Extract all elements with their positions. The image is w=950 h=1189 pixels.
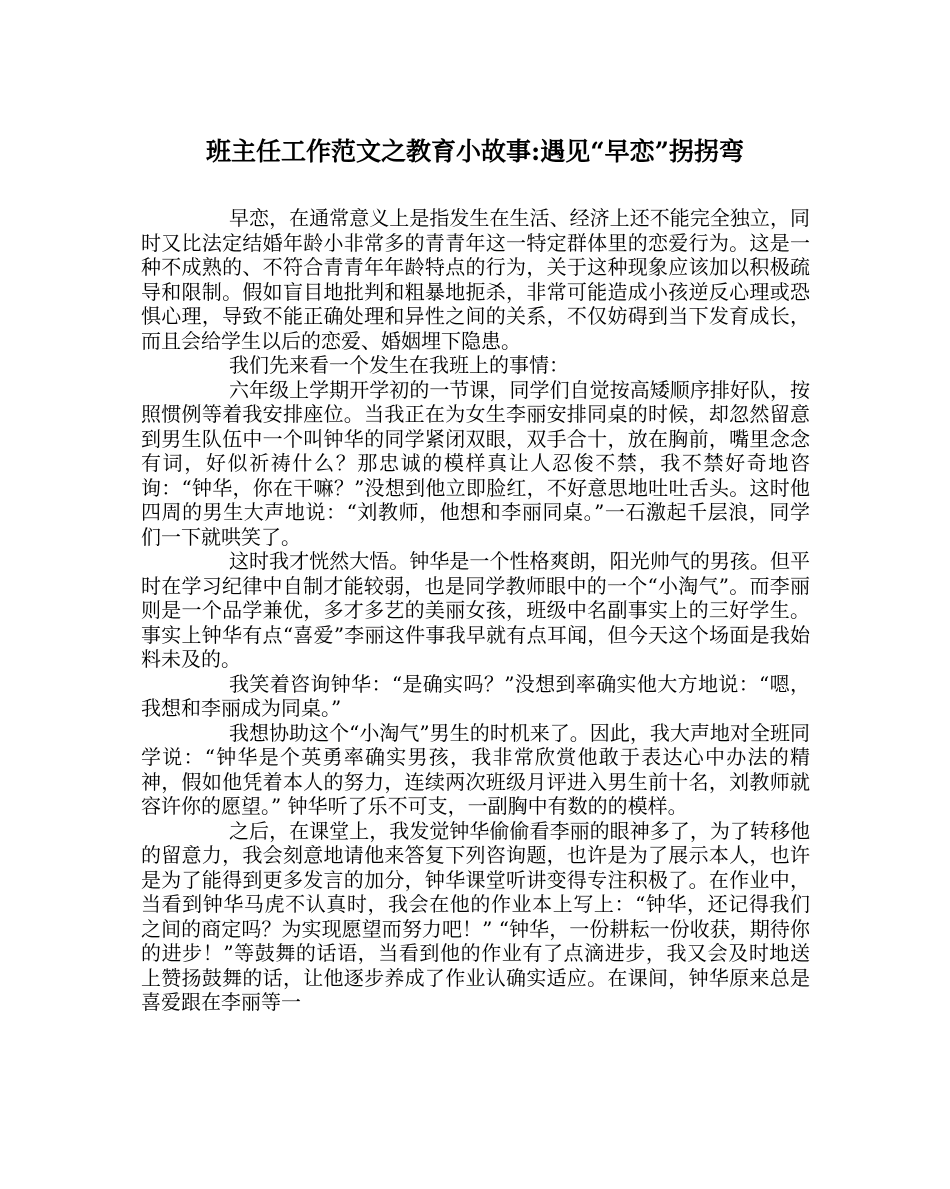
document-title: 班主任工作范文之教育小故事:遇见“早恋”拐拐弯 — [206, 137, 744, 166]
document-body — [141, 206, 810, 1015]
paragraph: 之后，在课堂上，我发觉钟华偷偷看李丽的眼神多了，为了转移他的留意力，我会刻意地请他来答复下列咨询题，也许是为了展示本人，也许是为了能得到更多发言的加分，钟华课堂听讲变得专注积极了。在作业中，当看到钟华马虎不认真时，我会在他的作业本上写上：“钟华，还记得我们之间的商定吗？为实现愿望而努力吧！” “钟华，一份耕耘一份收获，期待你的进步！”等鼓舞的话语，当看到他的作业有了点滴进步，我又会及时地送上赞扬鼓舞的话，让他逐步养成了作业认确实适应。在课间，钟华原来总是喜爱跟在李丽等一 — [141, 818, 810, 1014]
paragraph: 我想协助这个“小淘气”男生的时机来了。因此，我大声地对全班同学说：“钟华是个英勇率确实男孩，我非常欣赏他敢于表达心中办法的精神，假如他凭着本人的努力，连续两次班级月评进入男生前十名，刘教师就容许你的愿望。” 钟华听了乐不可支，一副胸中有数的的模样。 — [141, 720, 810, 818]
paragraph: 我们先来看一个发生在我班上的事情： — [229, 353, 569, 377]
paragraph: 我笑着咨询钟华：“是确实吗？”没想到率确实他大方地说：“嗯，我想和李丽成为同桌。” — [141, 671, 810, 720]
paragraph: 这时我才恍然大悟。钟华是一个性格爽朗，阳光帅气的男孩。但平时在学习纪律中自制才能较弱，也是同学教师眼中的一个“小淘气”。而李丽则是一个品学兼优，多才多艺的美丽女孩，班级中名副事实上的三好学生。事实上钟华有点“喜爱”李丽这件事我早就有点耳闻，但今天这个场面是我始料未及的。 — [141, 549, 810, 671]
paragraph: 六年级上学期开学初的一节课，同学们自觉按高矮顺序排好队，按照惯例等着我安排座位。当我正在为女生李丽安排同桌的时候，却忽然留意到男生队伍中一个叫钟华的同学紧闭双眼，双手合十，放在胸前，嘴里念念有词，好似祈祷什么？那忠诚的模样真让人忍俊不禁，我不禁好奇地咨询：“钟华，你在干嘛？”没想到他立即脸红，不好意思地吐吐舌头。这时他四周的男生大声地说：“刘教师，他想和李丽同桌。”一石激起千层浪，同学们一下就哄笑了。 — [141, 377, 810, 549]
paragraph: 早恋，在通常意义上是指发生在生活、经济上还不能完全独立，同时又比法定结婚年龄小非常多的青青年这一特定群体里的恋爱行为。这是一种不成熟的、不符合青青年年龄特点的行为，关于这种现象应该加以积极疏导和限制。假如盲目地批判和粗暴地扼杀，非常可能造成小孩逆反心理或恐惧心理，导致不能正确处理和异性之间的关系，不仅妨碍到当下发育成长，而且会给学生以后的恋爱、婚姻埋下隐患。 — [141, 206, 810, 353]
